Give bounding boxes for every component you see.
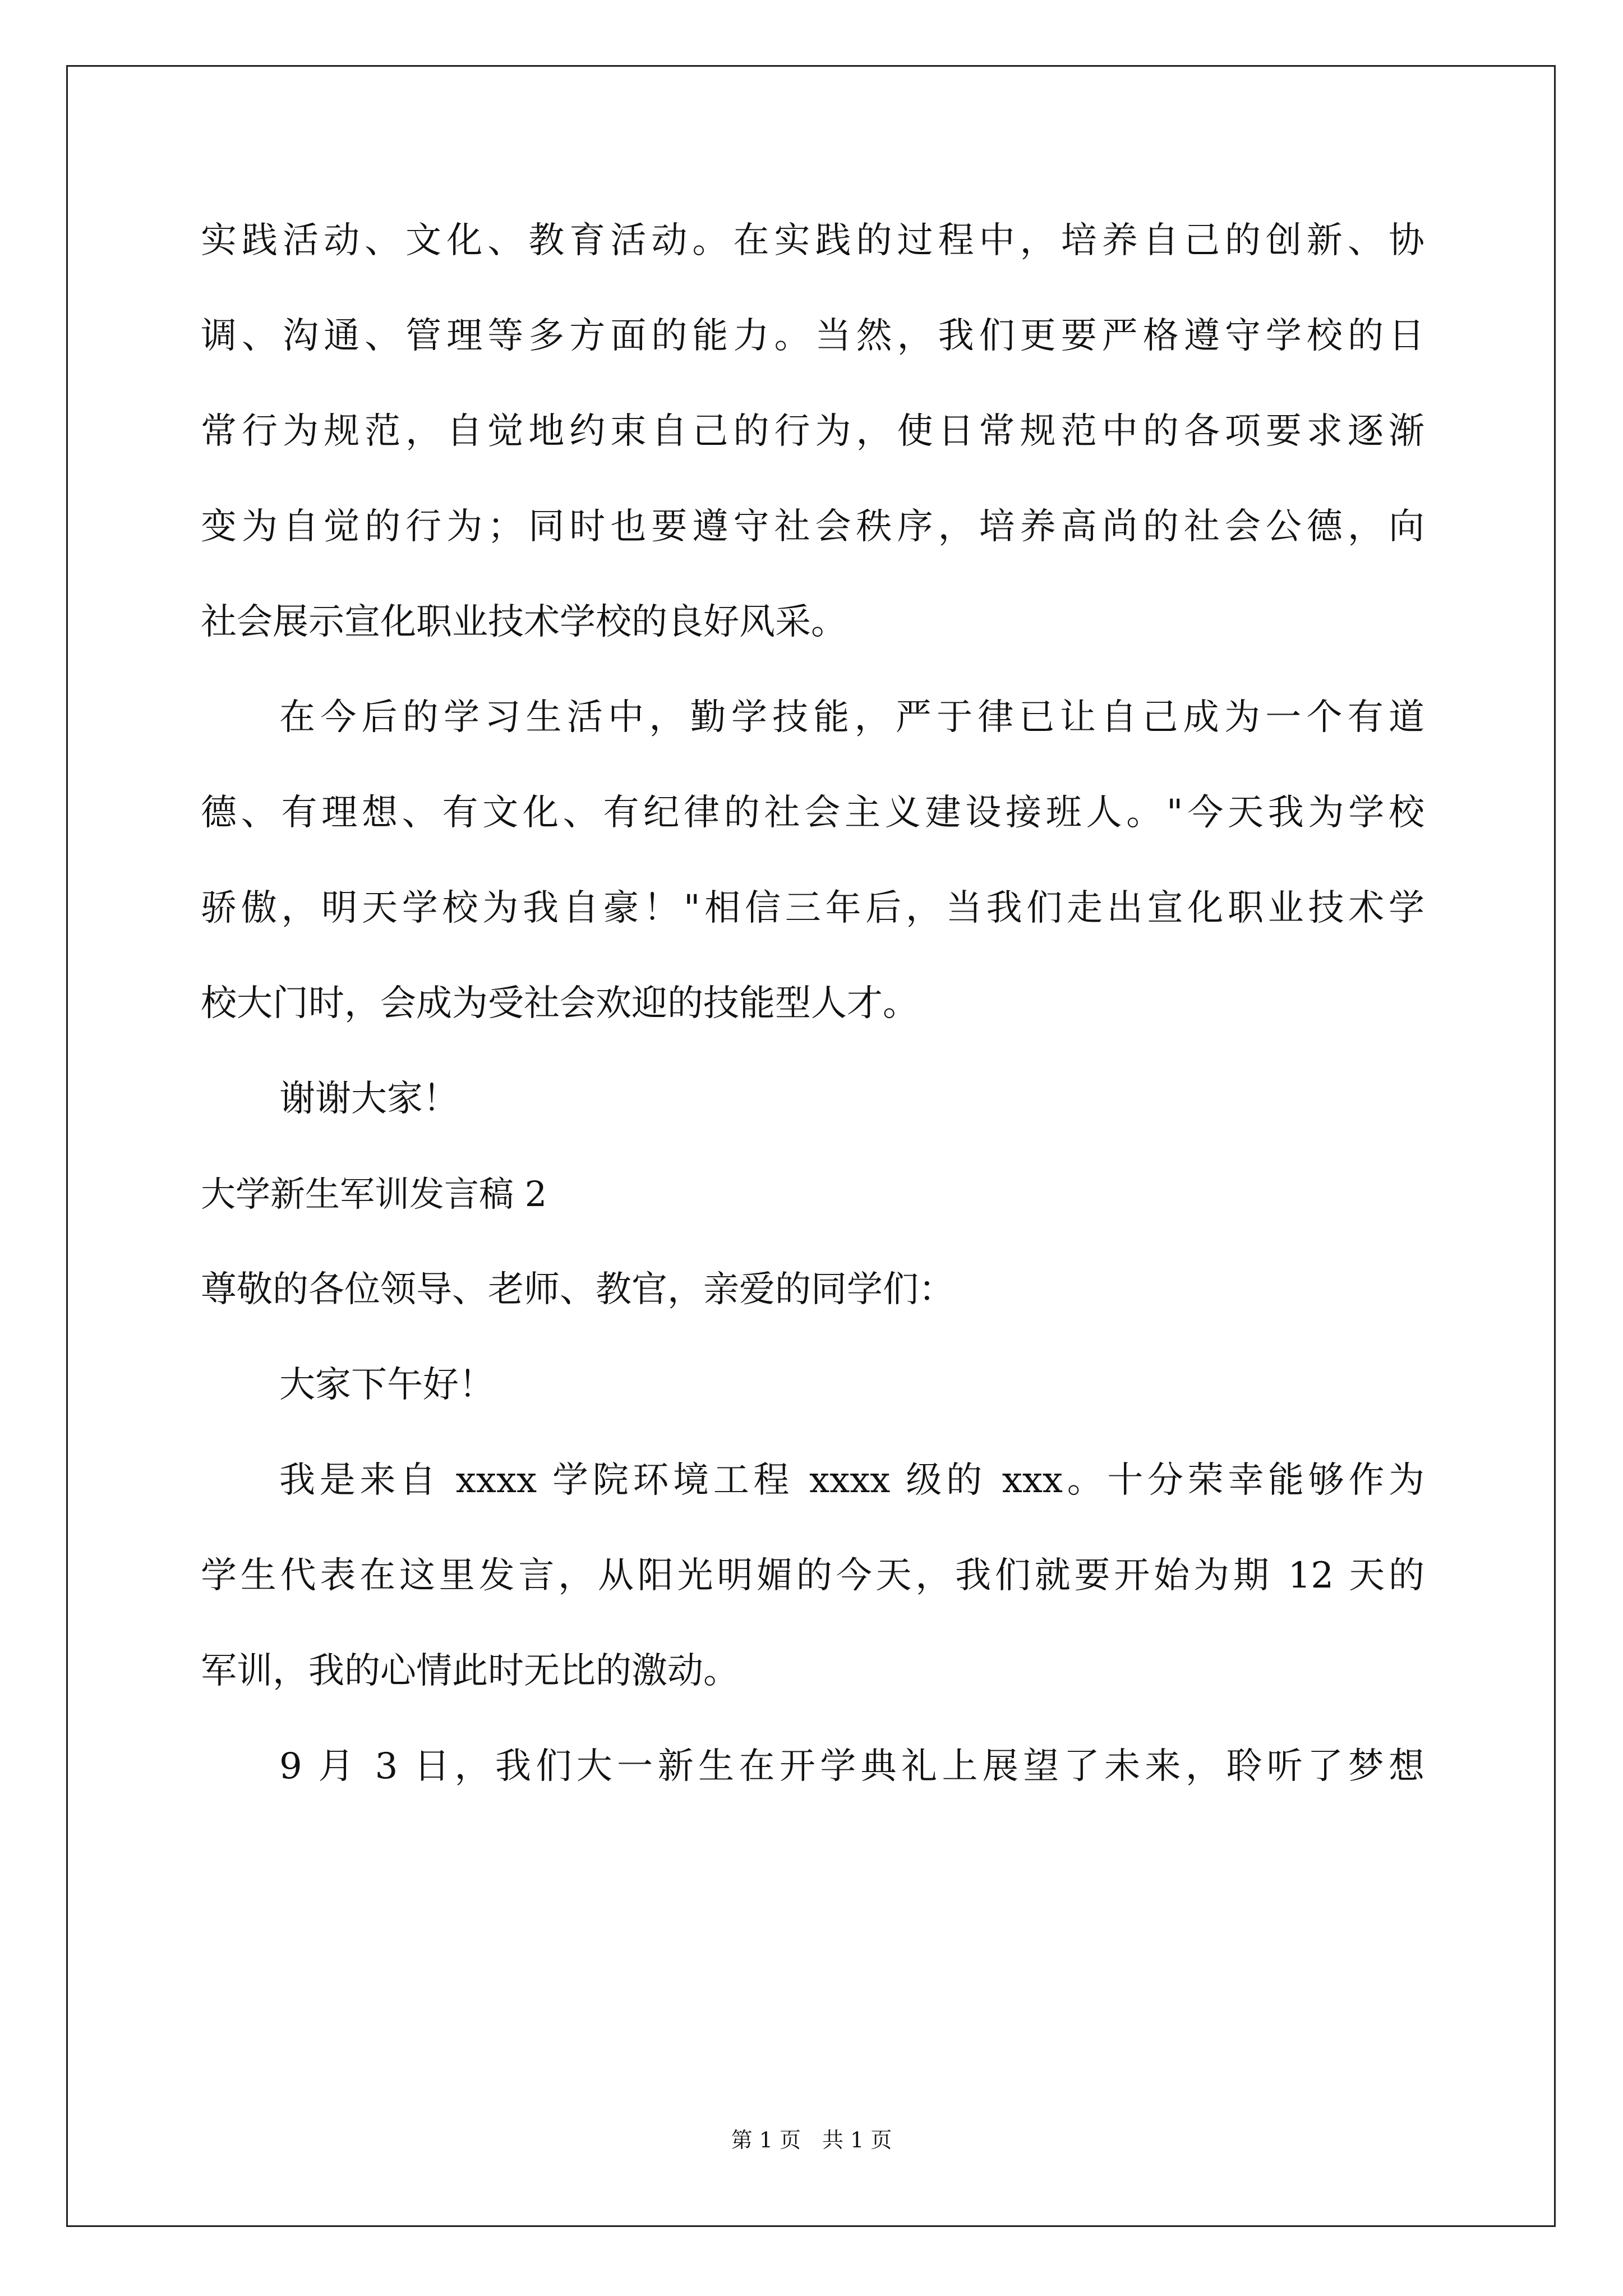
salutation: 尊敬的各位领导、老师、教官，亲爱的同学们：	[201, 1269, 955, 1310]
paragraph-line: 变为自觉的行为；同时也要遵守社会秩序，培养高尚的社会公德，向	[201, 506, 1424, 547]
paragraph-line: 校大门时，会成为受社会欢迎的技能型人才。	[201, 983, 919, 1024]
paragraph-line: 9 月 3 日，我们大一新生在开学典礼上展望了未来，聆听了梦想	[279, 1746, 1424, 1787]
paragraph-line: 德、有理想、有文化、有纪律的社会主义建设接班人。"今天我为学校	[201, 792, 1424, 834]
paragraph-line: 调、沟通、管理等多方面的能力。当然，我们更要严格遵守学校的日	[201, 315, 1424, 357]
greeting: 大家下午好！	[279, 1364, 495, 1406]
paragraph-line: 军训，我的心情此时无比的激动。	[201, 1650, 739, 1692]
paragraph-line: 常行为规范，自觉地约束自己的行为，使日常规范中的各项要求逐渐	[201, 411, 1424, 452]
section-title: 大学新生军训发言稿 2	[201, 1174, 547, 1214]
paragraph-line: 我是来自 xxxx 学院环境工程 xxxx 级的 xxx。十分荣幸能够作为	[279, 1460, 1424, 1501]
paragraph-line: 社会展示宣化职业技术学校的良好风采。	[201, 601, 847, 643]
document-body	[201, 216, 1424, 1837]
paragraph-line: 学生代表在这里发言，从阳光明媚的今天，我们就要开始为期 12 天的	[201, 1555, 1424, 1596]
closing-thanks: 谢谢大家！	[279, 1078, 459, 1120]
paragraph-line: 在今后的学习生活中，勤学技能，严于律已让自己成为一个有道	[279, 697, 1424, 738]
page-number: 第 1 页 共 1 页	[731, 2128, 892, 2152]
paragraph-line: 实践活动、文化、教育活动。在实践的过程中，培养自己的创新、协	[201, 220, 1424, 261]
paragraph-line: 骄傲，明天学校为我自豪！"相信三年后，当我们走出宣化职业技术学	[201, 887, 1424, 929]
